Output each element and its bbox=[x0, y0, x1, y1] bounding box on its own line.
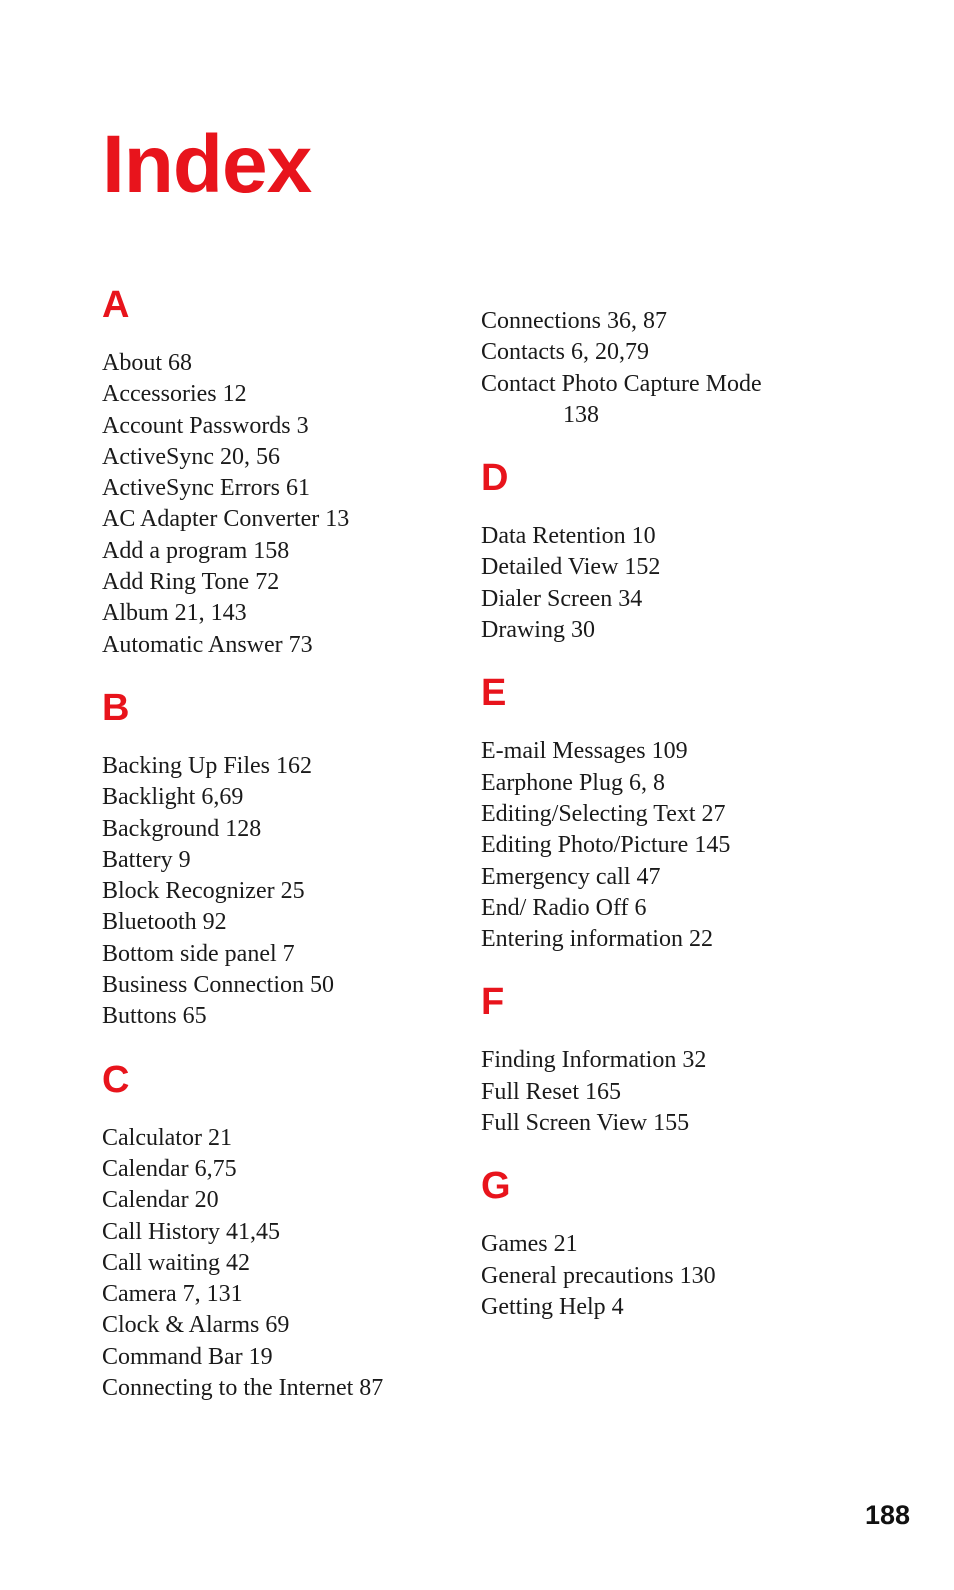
index-entry: Call History 41,45 bbox=[102, 1218, 280, 1245]
index-section-c-continued bbox=[481, 306, 861, 431]
index-entry: AC Adapter Converter 13 bbox=[102, 506, 350, 533]
index-entry: End/ Radio Off 6 bbox=[481, 894, 647, 921]
index-entry: Call waiting 42 bbox=[102, 1249, 250, 1276]
index-section-d bbox=[481, 455, 861, 646]
index-entry: Clock & Alarms 69 bbox=[102, 1312, 290, 1339]
index-entry: Earphone Plug 6, 8 bbox=[481, 769, 665, 796]
index-entry: Full Screen View 155 bbox=[481, 1110, 690, 1137]
index-section-f bbox=[481, 979, 861, 1139]
index-entry: Bottom side panel 7 bbox=[102, 940, 295, 967]
index-entry: Add a program 158 bbox=[102, 537, 290, 564]
index-entry: Camera 7, 131 bbox=[102, 1281, 243, 1308]
index-entry: ActiveSync 20, 56 bbox=[102, 443, 280, 470]
index-entry bbox=[481, 369, 861, 432]
index-entry: Detailed View 152 bbox=[481, 554, 661, 581]
index-entry-text: Contact Photo Capture Mode bbox=[481, 370, 762, 397]
entry-list bbox=[481, 1045, 861, 1139]
index-entry: Battery 9 bbox=[102, 846, 191, 873]
index-entry: Entering information 22 bbox=[481, 926, 713, 953]
index-entry: ActiveSync Errors 61 bbox=[102, 475, 310, 502]
entry-list bbox=[102, 1123, 462, 1405]
index-entry: Getting Help 4 bbox=[481, 1293, 624, 1320]
entry-list bbox=[481, 521, 861, 646]
index-entry: Full Reset 165 bbox=[481, 1078, 622, 1105]
entry-list bbox=[481, 1229, 861, 1323]
index-entry: Connecting to the Internet 87 bbox=[102, 1375, 384, 1402]
index-entry: Dialer Screen 34 bbox=[481, 585, 643, 612]
index-entry: E-mail Messages 109 bbox=[481, 738, 688, 765]
index-entry: Backlight 6,69 bbox=[102, 784, 244, 811]
index-section-g bbox=[481, 1163, 861, 1323]
index-entry: Buttons 65 bbox=[102, 1003, 207, 1030]
index-entry: Block Recognizer 25 bbox=[102, 878, 305, 905]
index-entry: Calendar 6,75 bbox=[102, 1155, 237, 1182]
section-letter: G bbox=[481, 1165, 511, 1208]
index-entry: Editing/Selecting Text 27 bbox=[481, 800, 726, 827]
index-left-column bbox=[102, 282, 462, 1404]
index-entry-page-continued: 138 bbox=[563, 401, 599, 428]
index-entry: Backing Up Files 162 bbox=[102, 752, 312, 779]
index-section-a bbox=[102, 282, 462, 661]
index-entry: General precautions 130 bbox=[481, 1262, 716, 1289]
entry-list bbox=[481, 736, 861, 955]
index-entry: Background 128 bbox=[102, 815, 262, 842]
index-section-c bbox=[102, 1057, 462, 1405]
index-section-e bbox=[481, 670, 861, 955]
section-letter: C bbox=[102, 1058, 130, 1101]
index-right-column bbox=[481, 306, 861, 1323]
index-entry: Bluetooth 92 bbox=[102, 909, 227, 936]
index-entry: Games 21 bbox=[481, 1231, 578, 1258]
entry-list bbox=[481, 306, 861, 431]
index-entry: Accessories 12 bbox=[102, 381, 247, 408]
index-entry: Business Connection 50 bbox=[102, 972, 334, 999]
index-section-b bbox=[102, 685, 462, 1033]
index-entry: Automatic Answer 73 bbox=[102, 631, 313, 658]
index-entry: Calendar 20 bbox=[102, 1187, 219, 1214]
index-entry: Editing Photo/Picture 145 bbox=[481, 832, 731, 859]
index-entry: Drawing 30 bbox=[481, 617, 595, 644]
page-title: Index bbox=[102, 119, 312, 210]
entry-list bbox=[102, 751, 462, 1033]
index-entry: Finding Information 32 bbox=[481, 1047, 707, 1074]
entry-list bbox=[102, 348, 462, 661]
index-entry: Data Retention 10 bbox=[481, 523, 656, 550]
section-letter: F bbox=[481, 981, 505, 1024]
index-entry: Account Passwords 3 bbox=[102, 412, 309, 439]
section-letter: D bbox=[481, 457, 509, 500]
index-entry: About 68 bbox=[102, 350, 192, 376]
index-entry: Add Ring Tone 72 bbox=[102, 569, 280, 596]
index-entry: Emergency call 47 bbox=[481, 863, 661, 890]
index-entry: Connections 36, 87 bbox=[481, 308, 667, 334]
page-number: 188 bbox=[864, 1500, 910, 1530]
section-letter: B bbox=[102, 686, 130, 729]
index-entry: Command Bar 19 bbox=[102, 1343, 273, 1370]
section-letter: E bbox=[481, 672, 507, 715]
index-entry: Calculator 21 bbox=[102, 1124, 232, 1151]
index-entry: Album 21, 143 bbox=[102, 600, 247, 627]
section-letter: A bbox=[102, 284, 130, 326]
index-entry: Contacts 6, 20,79 bbox=[481, 339, 649, 366]
